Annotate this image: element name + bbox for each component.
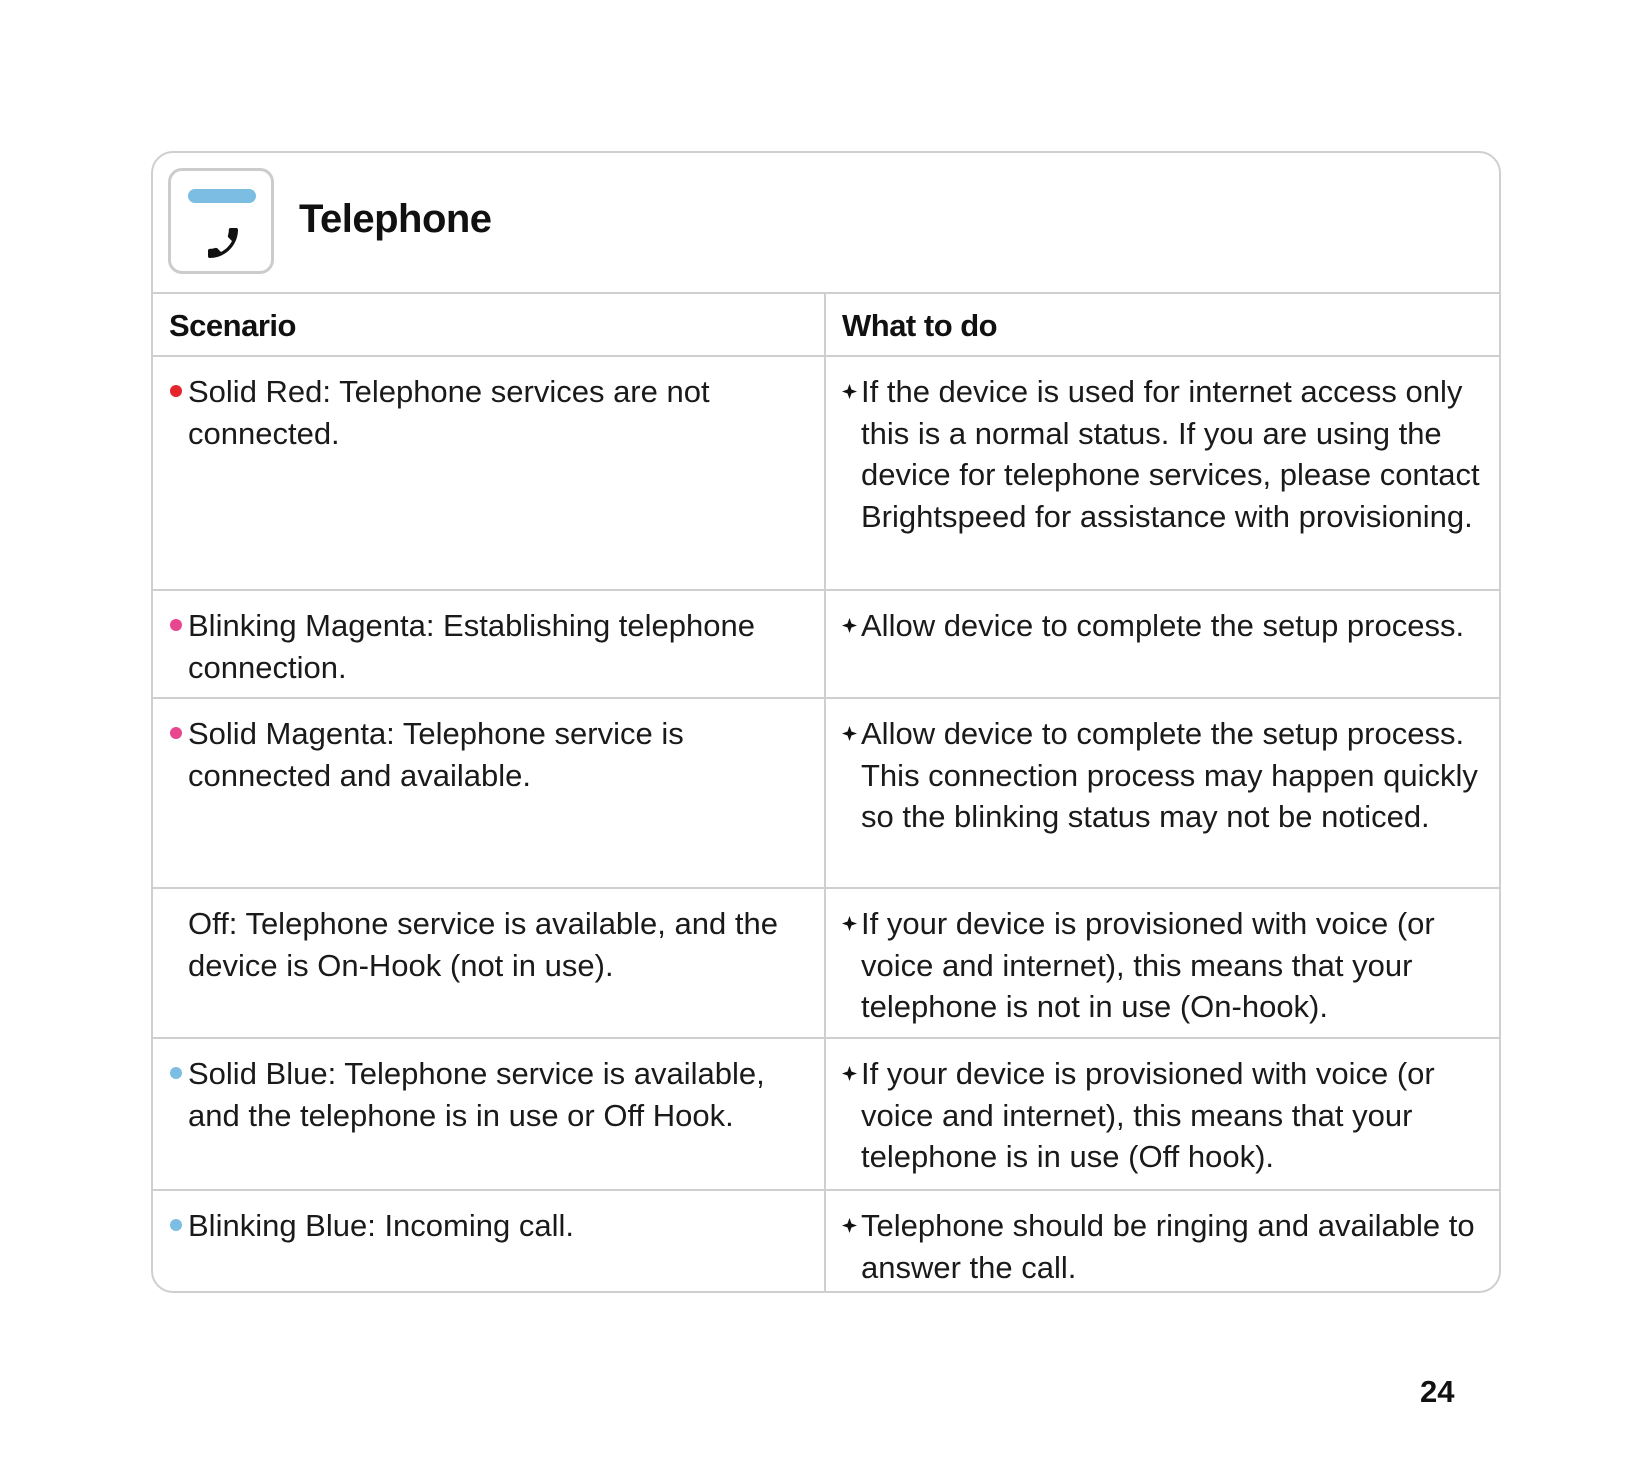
action-cell <box>825 888 1499 1038</box>
four-point-star-bullet-icon <box>842 916 857 931</box>
action-item <box>842 605 1483 647</box>
action-cell <box>825 698 1499 888</box>
card-header <box>153 153 1499 294</box>
scenario-text: Blinking Magenta: Establishing telephone connection. <box>188 608 755 685</box>
scenario-text: Off: Telephone service is available, and the device is On-Hook (not in use). <box>188 906 778 983</box>
action-text: If your device is provisioned with voice (or voice and internet), this means that your telephone is in use (Off hook). <box>861 1056 1435 1174</box>
telephone-status-icon <box>168 168 274 274</box>
action-item <box>842 1205 1483 1288</box>
four-point-star-bullet-icon <box>842 1218 857 1233</box>
action-item <box>842 903 1483 1028</box>
action-text: If your device is provisioned with voice (or voice and internet), this means that your telephone is not in use (On-hook). <box>861 906 1435 1024</box>
scenario-cell <box>153 1038 825 1190</box>
four-point-star-bullet-icon <box>842 1066 857 1081</box>
scenario-text: Solid Red: Telephone services are not connected. <box>188 374 710 451</box>
table-row <box>153 590 1499 698</box>
scenario-cell <box>153 356 825 590</box>
action-cell <box>825 356 1499 590</box>
scenario-item <box>169 713 808 796</box>
scenario-item <box>169 1205 808 1247</box>
table-row <box>153 888 1499 1038</box>
page-number: 24 <box>1420 1374 1455 1409</box>
status-dot-icon <box>170 1067 182 1079</box>
action-cell <box>825 1038 1499 1190</box>
status-dot-icon <box>170 619 182 631</box>
phone-handset-icon <box>203 223 243 263</box>
action-item <box>842 1053 1483 1178</box>
telephone-status-card <box>151 151 1501 1293</box>
scenario-text: Blinking Blue: Incoming call. <box>188 1208 574 1243</box>
scenario-item <box>169 1053 808 1136</box>
scenario-cell <box>153 1190 825 1293</box>
scenario-item <box>169 903 808 986</box>
scenario-cell <box>153 590 825 698</box>
scenario-item <box>169 371 808 454</box>
scenario-text: Solid Blue: Telephone service is available, and the telephone is in use or Off Hook. <box>188 1056 765 1133</box>
status-dot-icon <box>170 727 182 739</box>
table-row <box>153 1038 1499 1190</box>
scenario-cell <box>153 698 825 888</box>
header-what-to-do: What to do <box>825 294 1499 356</box>
action-cell <box>825 590 1499 698</box>
telephone-status-table <box>153 294 1499 1293</box>
section-title: Telephone <box>299 197 492 241</box>
action-text: If the device is used for internet access only this is a normal status. If you are using the device for telephone services, please contact Brightspeed for assistance with provisioning. <box>861 374 1480 534</box>
scenario-cell <box>153 888 825 1038</box>
action-item <box>842 713 1483 838</box>
action-text: Allow device to complete the setup process. This connection process may happen quickly so the blinking status may not be noticed. <box>861 716 1478 834</box>
four-point-star-bullet-icon <box>842 384 857 399</box>
action-text: Telephone should be ringing and available to answer the call. <box>861 1208 1475 1285</box>
table-row <box>153 1190 1499 1293</box>
header-scenario: Scenario <box>153 294 825 356</box>
scenario-text: Solid Magenta: Telephone service is connected and available. <box>188 716 684 793</box>
four-point-star-bullet-icon <box>842 618 857 633</box>
scenario-item <box>169 605 808 688</box>
table-row <box>153 356 1499 590</box>
table-row <box>153 698 1499 888</box>
status-light-bar <box>188 189 256 203</box>
status-dot-icon <box>170 1219 182 1231</box>
table-header-row <box>153 294 1499 356</box>
four-point-star-bullet-icon <box>842 726 857 741</box>
action-item <box>842 371 1483 537</box>
action-text: Allow device to complete the setup process. <box>861 608 1465 643</box>
status-dot-icon <box>170 385 182 397</box>
action-cell <box>825 1190 1499 1293</box>
